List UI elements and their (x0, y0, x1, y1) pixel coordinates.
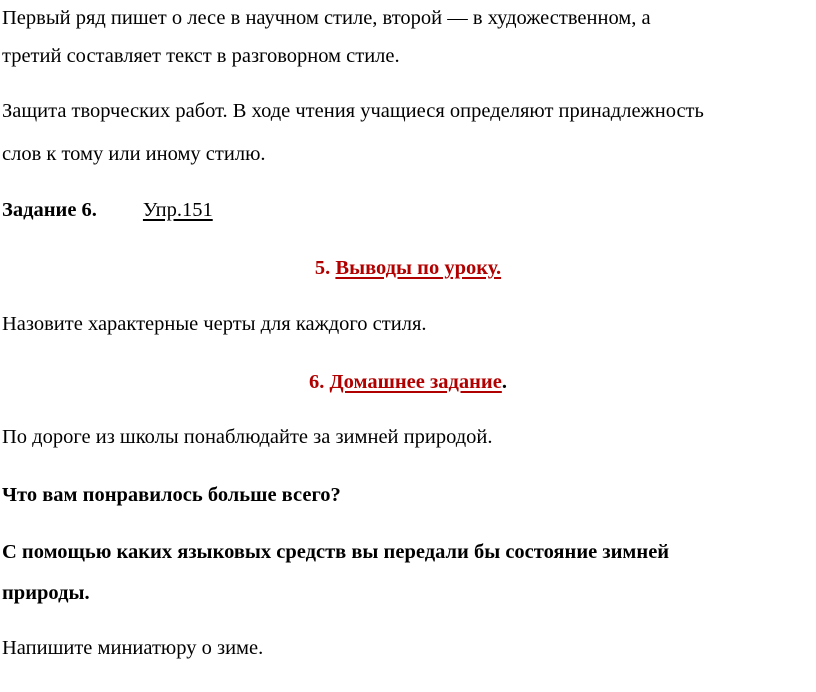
section-6-period: . (501, 371, 507, 393)
question-language-means-line-2: природы. (2, 582, 90, 604)
question-liked-most: Что вам понравилось больше всего? (2, 484, 341, 506)
section-6-title: Домашнее задание (329, 371, 502, 393)
section-6-heading (0, 370, 816, 394)
paragraph-rows-styles-line-1: Первый ряд пишет о лесе в научном стиле, второй — в художественном, а (2, 7, 651, 29)
task-6-line (2, 198, 213, 222)
section-5-number: 5. (314, 257, 336, 279)
question-language-means-line-1: С помощью каких языковых средств вы передали бы состояние зимней (2, 541, 670, 563)
paragraph-creative-works-line-2: слов к тому или иному стилю. (2, 143, 266, 165)
paragraph-observe-nature: По дороге из школы понаблюдайте за зимней природой. (2, 426, 493, 448)
task-6-exercise: Упр.151 (142, 199, 213, 221)
section-6-number: 6. (309, 371, 330, 393)
paragraph-creative-works-line-1: Защита творческих работ. В ходе чтения учащиеся определяют принадлежность (2, 100, 704, 122)
paragraph-write-miniature: Напишите миниатюру о зиме. (2, 637, 264, 659)
paragraph-rows-styles-line-2: третий составляет текст в разговорном стиле. (2, 45, 400, 67)
task-6-label: Задание 6. (2, 199, 97, 221)
paragraph-name-traits: Назовите характерные черты для каждого стиля. (2, 313, 427, 335)
section-5-title: Выводы по уроку. (335, 257, 502, 279)
section-5-heading (0, 256, 816, 280)
